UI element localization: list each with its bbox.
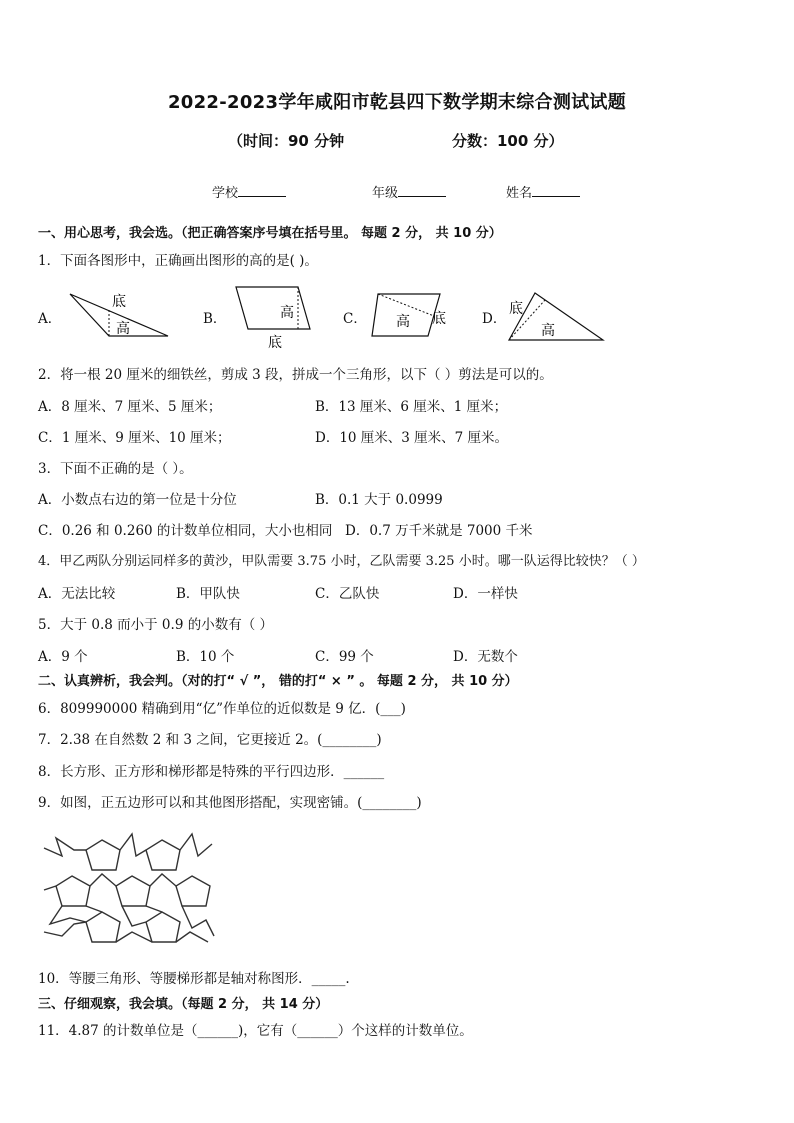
- q1-option-d[interactable]: D．: [482, 311, 507, 327]
- q3-option-a[interactable]: A．小数点右边的第一位是十分位: [38, 492, 237, 508]
- exam-time: （时间：90 分钟: [228, 132, 345, 150]
- fig-a-base-label: 底: [112, 294, 126, 310]
- q1-figure-d: [505, 283, 610, 345]
- q1-figure-b: [228, 283, 318, 353]
- q4-stem: 4．甲乙两队分别运同样多的黄沙，甲队需要 3.75 小时，乙队需要 3.25 小时。哪一队运得比较快？（ ）: [38, 554, 645, 569]
- q3-stem: 3．下面不正确的是（ ）。: [38, 461, 193, 477]
- q4-option-a[interactable]: A．无法比较: [38, 586, 116, 602]
- q3-option-c[interactable]: C．0.26 和 0.260 的计数单位相同，大小也相同: [38, 523, 333, 539]
- q5-option-a[interactable]: A．9 个: [38, 649, 88, 665]
- q1-option-a[interactable]: A．: [38, 311, 62, 327]
- fig-c-base-label: 底: [432, 311, 446, 327]
- school-blank[interactable]: [238, 184, 286, 197]
- q5-option-c[interactable]: C．99 个: [315, 649, 374, 665]
- name-blank[interactable]: [532, 184, 580, 197]
- q3-option-b[interactable]: B．0.1 大于 0.0999: [315, 492, 443, 508]
- q5-stem: 5．大于 0.8 而小于 0.9 的小数有（ ）: [38, 617, 273, 633]
- fig-b-base-label: 底: [268, 335, 282, 351]
- q2-stem: 2．将一根 20 厘米的细铁丝，剪成 3 段，拼成一个三角形，以下（ ）剪法是可以的。: [38, 367, 553, 383]
- q5-option-d[interactable]: D．无数个: [453, 649, 518, 665]
- q1-figure-c: [368, 290, 458, 345]
- q1-option-c[interactable]: C．: [343, 311, 367, 327]
- q5-option-b[interactable]: B．10 个: [176, 649, 235, 665]
- grade-label: 年级: [372, 186, 399, 201]
- q7: 7．2.38 在自然数 2 和 3 之间，它更接近 2。(________): [38, 732, 382, 748]
- q2-option-c[interactable]: C．1 厘米、9 厘米、10 厘米；: [38, 430, 231, 446]
- fig-c-height-label: 高: [396, 314, 410, 330]
- q11: 11．4.87 的计数单位是（______)，它有（______）个这样的计数单位。: [38, 1023, 473, 1039]
- q2-option-b[interactable]: B．13 厘米、6 厘米、1 厘米；: [315, 399, 508, 415]
- section1-heading: 一、用心思考，我会选。（把正确答案序号填在括号里。 每题 2 分， 共 10 分）: [38, 226, 502, 241]
- school-field: [212, 182, 286, 201]
- q2-option-d[interactable]: D．10 厘米、3 厘米、7 厘米。: [315, 430, 509, 446]
- fig-b-height-label: 高: [280, 305, 294, 321]
- q8: 8．长方形、正方形和梯形都是特殊的平行四边形．______: [38, 764, 385, 780]
- school-label: 学校: [212, 186, 239, 201]
- q1-option-b[interactable]: B．: [203, 311, 227, 327]
- q1-figure-a: [62, 288, 177, 343]
- q4-option-b[interactable]: B．甲队快: [176, 586, 240, 602]
- section2-heading: 二、认真辨析，我会判。（对的打“ √ ”， 错的打“ × ” 。 每题 2 分， 共 10 分）: [38, 674, 518, 689]
- q9-tessellation-figure: [40, 828, 218, 946]
- q10: 10．等腰三角形、等腰梯形都是轴对称图形．_____.: [38, 971, 350, 987]
- fig-d-base-label: 底: [509, 301, 523, 317]
- q4-option-c[interactable]: C．乙队快: [315, 586, 380, 602]
- section3-heading: 三、仔细观察，我会填。（每题 2 分， 共 14 分）: [38, 997, 329, 1012]
- exam-score: 分数：100 分）: [452, 132, 564, 150]
- page-title: 2022-2023学年咸阳市乾县四下数学期末综合测试试题: [167, 92, 627, 113]
- fig-d-height-label: 高: [541, 323, 555, 339]
- grade-blank[interactable]: [398, 184, 446, 197]
- grade-field: [372, 182, 446, 201]
- q2-option-a[interactable]: A．8 厘米、7 厘米、5 厘米；: [38, 399, 222, 415]
- q4-option-d[interactable]: D．一样快: [453, 586, 518, 602]
- q3-option-d[interactable]: D．0.7 万千米就是 7000 千米: [345, 523, 533, 539]
- q6: 6．809990000 精确到用“亿”作单位的近似数是 9 亿．(___): [38, 701, 406, 717]
- q1-stem: 1．下面各图形中，正确画出图形的高的是( )。: [38, 253, 318, 269]
- name-field: [506, 182, 580, 201]
- name-label: 姓名: [506, 186, 533, 201]
- q9: 9．如图，正五边形可以和其他图形搭配，实现密铺。(________): [38, 795, 422, 811]
- fig-a-height-label: 高: [116, 321, 130, 337]
